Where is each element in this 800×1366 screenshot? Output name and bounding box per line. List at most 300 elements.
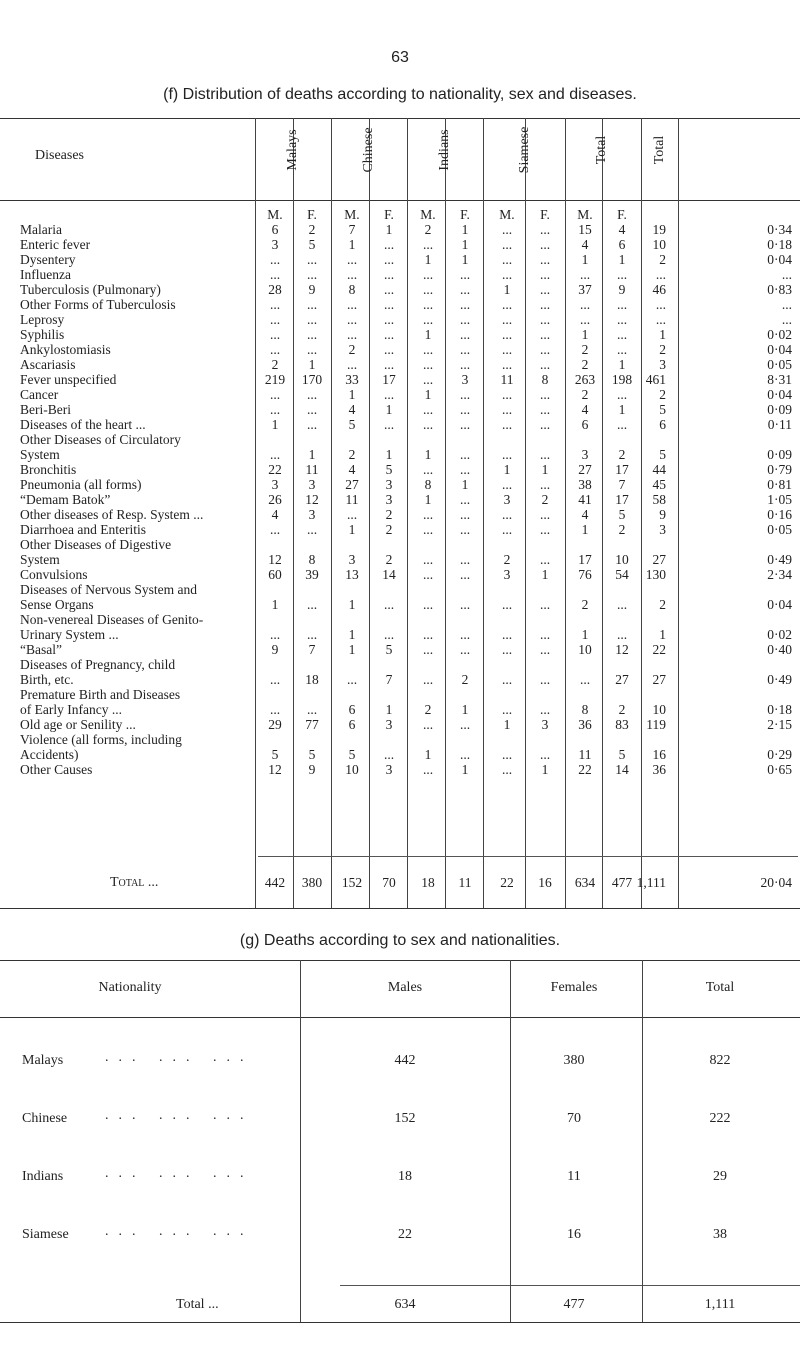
table-cell: ...	[579, 672, 591, 687]
table-cell: 1	[385, 447, 393, 462]
percent-cell: ...	[781, 267, 792, 282]
nationality-label: Chinese	[22, 1111, 68, 1126]
total-cell: 5	[659, 402, 666, 417]
males-value: 442	[394, 1053, 416, 1068]
table-cell: ...	[501, 402, 513, 417]
table-cell: ...	[616, 387, 628, 402]
percent-cell: 0·04	[767, 387, 792, 402]
table-cell: ...	[616, 327, 628, 342]
table-cell: ...	[422, 597, 434, 612]
table-cell: 1	[581, 522, 589, 537]
leader-dots: ... ... ...	[105, 1166, 254, 1181]
females-value: 16	[567, 1227, 581, 1242]
table-cell: ...	[501, 327, 513, 342]
disease-label: Bronchitis	[20, 462, 77, 477]
table-cell: 4	[348, 402, 356, 417]
table-cell: ...	[422, 627, 434, 642]
table-cell: 1	[461, 477, 469, 492]
table-cell: ...	[459, 462, 471, 477]
sex-header: M.	[267, 207, 283, 222]
table-cell: 2	[581, 342, 589, 357]
percent-cell: 0·49	[767, 552, 792, 567]
table-cell: ...	[616, 267, 628, 282]
total-value: 152	[341, 875, 363, 890]
disease-label: Malaria	[20, 222, 62, 237]
table-cell: 1	[541, 762, 549, 777]
table-cell: 3	[385, 492, 393, 507]
table-cell: 3	[385, 477, 393, 492]
table-cell: 3	[461, 372, 469, 387]
table-cell: ...	[422, 282, 434, 297]
table-cell: 17	[382, 372, 396, 387]
total-cell: 19	[652, 222, 666, 237]
percent-cell: 0·04	[767, 597, 792, 612]
table-cell: 1	[618, 402, 626, 417]
total-cell: 10	[652, 702, 666, 717]
percent-cell: 0·04	[767, 342, 792, 357]
table-cell: 5	[348, 747, 356, 762]
leader-dots: ... ... ...	[105, 1224, 254, 1239]
total-cell: ...	[655, 267, 666, 282]
table-cell: ...	[422, 567, 434, 582]
table-cell: ...	[579, 312, 591, 327]
table-cell: 2	[424, 702, 432, 717]
table-cell: 1	[618, 252, 626, 267]
disease-label: Other Causes	[20, 762, 93, 777]
table-cell: ...	[539, 357, 551, 372]
table-cell: 1	[308, 357, 316, 372]
table-cell: 17	[615, 492, 629, 507]
table-cell: 11	[578, 747, 592, 762]
percent-cell: 0·02	[767, 627, 792, 642]
table-cell: ...	[459, 507, 471, 522]
grand-percent: 20·04	[760, 875, 792, 890]
table-cell: 22	[578, 762, 592, 777]
table-cell: ...	[459, 447, 471, 462]
table-cell: 27	[578, 462, 592, 477]
table-cell: ...	[501, 762, 513, 777]
table-cell: 1	[461, 762, 469, 777]
table-cell: ...	[539, 417, 551, 432]
table-cell: 8	[348, 282, 356, 297]
table-cell: ...	[383, 597, 395, 612]
table-cell: 11	[305, 462, 319, 477]
percent-cell: ...	[781, 312, 792, 327]
table-g-total-label: Total ...	[176, 1297, 219, 1312]
table-cell: ...	[383, 267, 395, 282]
table-f-caption: (f) Distribution of deaths according to nationality, sex and diseases.	[163, 86, 637, 103]
table-g-column-line	[510, 960, 511, 1322]
table-cell: 1	[541, 462, 549, 477]
table-cell: ...	[539, 447, 551, 462]
table-cell: ...	[501, 357, 513, 372]
total-cell: 16	[652, 747, 666, 762]
table-cell: 1	[581, 627, 589, 642]
table-cell: 3	[503, 567, 511, 582]
table-cell: ...	[459, 402, 471, 417]
table-cell: ...	[422, 717, 434, 732]
disease-label: Ankylostomiasis	[20, 342, 111, 357]
total-value: 16	[538, 875, 552, 890]
table-cell: 1	[503, 282, 511, 297]
table-cell: ...	[269, 267, 281, 282]
table-cell: 10	[578, 642, 592, 657]
sex-header: F.	[617, 207, 627, 222]
table-cell: 3	[385, 762, 393, 777]
total-cell: 22	[652, 642, 666, 657]
table-cell: ...	[501, 507, 513, 522]
table-cell: 60	[268, 567, 282, 582]
table-cell: ...	[459, 417, 471, 432]
table-cell: ...	[269, 297, 281, 312]
table-g-top-rule	[0, 960, 800, 961]
sex-header: F.	[460, 207, 470, 222]
table-cell: ...	[459, 327, 471, 342]
disease-label: Diseases of Pregnancy, child	[20, 657, 176, 672]
table-cell: 2	[461, 672, 469, 687]
table-cell: ...	[501, 312, 513, 327]
table-cell: 3	[348, 552, 356, 567]
table-cell: ...	[616, 342, 628, 357]
table-cell: 198	[611, 372, 633, 387]
table-cell: ...	[422, 642, 434, 657]
table-cell: ...	[501, 417, 513, 432]
table-cell: 29	[268, 717, 282, 732]
table-cell: 3	[308, 477, 316, 492]
table-cell: ...	[539, 552, 551, 567]
table-cell: ...	[459, 597, 471, 612]
table-cell: ...	[539, 237, 551, 252]
table-cell: ...	[383, 327, 395, 342]
total-cell: 119	[646, 717, 666, 732]
percent-cell: 1·05	[767, 492, 792, 507]
total-value: 11	[458, 875, 472, 890]
total-cell: 9	[659, 507, 666, 522]
table-cell: ...	[539, 327, 551, 342]
table-cell: ...	[422, 462, 434, 477]
total-cell: 2	[659, 387, 666, 402]
table-cell: 27	[615, 672, 629, 687]
total-cell: 3	[659, 522, 666, 537]
disease-label: Dysentery	[20, 252, 76, 267]
table-cell: ...	[422, 672, 434, 687]
females-value: 70	[567, 1111, 581, 1126]
table-cell: ...	[539, 282, 551, 297]
total-cell: 27	[652, 552, 666, 567]
table-cell: 6	[581, 417, 589, 432]
table-cell: ...	[616, 417, 628, 432]
table-cell: 7	[385, 672, 393, 687]
sex-header: F.	[384, 207, 394, 222]
table-cell: 12	[268, 762, 282, 777]
disease-label: Non-venereal Diseases of Genito-	[20, 612, 204, 627]
table-cell: ...	[383, 627, 395, 642]
table-cell: ...	[383, 252, 395, 267]
table-cell: ...	[422, 417, 434, 432]
table-f-header-rule	[0, 200, 800, 201]
table-cell: ...	[422, 342, 434, 357]
table-cell: 1	[308, 447, 316, 462]
percent-cell: 0·09	[767, 402, 792, 417]
table-cell: 76	[578, 567, 592, 582]
table-cell: 3	[503, 492, 511, 507]
table-cell: ...	[422, 402, 434, 417]
disease-label: System	[20, 552, 60, 567]
table-cell: ...	[383, 357, 395, 372]
disease-label: “Demam Batok”	[20, 492, 111, 507]
table-cell: ...	[383, 312, 395, 327]
group-header: Total	[594, 135, 609, 165]
table-cell: 2	[424, 222, 432, 237]
table-cell: 14	[615, 762, 629, 777]
table-cell: ...	[422, 267, 434, 282]
disease-label: Violence (all forms, including	[20, 732, 182, 747]
table-cell: ...	[459, 282, 471, 297]
disease-label: Ascariasis	[20, 357, 76, 372]
table-cell: ...	[539, 522, 551, 537]
males-value: 22	[398, 1227, 412, 1242]
table-cell: ...	[539, 252, 551, 267]
percent-cell: 0·18	[767, 237, 792, 252]
table-cell: ...	[501, 237, 513, 252]
table-cell: 38	[578, 477, 592, 492]
diseases-header: Diseases	[35, 148, 84, 163]
table-cell: 1	[348, 627, 356, 642]
total-cell: 36	[652, 762, 666, 777]
total-cell: 1	[659, 327, 666, 342]
percent-cell: 0·18	[767, 702, 792, 717]
table-cell: 8	[541, 372, 549, 387]
table-cell: 5	[618, 747, 626, 762]
table-cell: ...	[459, 522, 471, 537]
table-cell: 2	[348, 342, 356, 357]
table-cell: ...	[501, 447, 513, 462]
table-cell: ...	[539, 342, 551, 357]
table-cell: 10	[615, 552, 629, 567]
total-cell: 44	[652, 462, 666, 477]
table-cell: 1	[385, 222, 393, 237]
table-cell: ...	[539, 477, 551, 492]
disease-label: Urinary System ...	[20, 627, 119, 642]
table-cell: 22	[268, 462, 282, 477]
disease-label: Enteric fever	[20, 237, 91, 252]
total-cell: 6	[659, 417, 666, 432]
total-value: 634	[574, 875, 596, 890]
table-cell: 4	[618, 222, 626, 237]
group-header: Total	[652, 135, 667, 165]
table-cell: ...	[459, 642, 471, 657]
table-cell: 1	[581, 327, 589, 342]
percent-cell: 8·31	[767, 372, 792, 387]
sex-header: F.	[307, 207, 317, 222]
females-value: 11	[567, 1169, 581, 1184]
table-cell: ...	[306, 297, 318, 312]
disease-label: Tuberculosis (Pulmonary)	[20, 282, 161, 297]
percent-cell: 0·49	[767, 672, 792, 687]
table-cell: 15	[578, 222, 592, 237]
table-cell: ...	[346, 507, 358, 522]
table-cell: ...	[501, 627, 513, 642]
total-value: 70	[382, 875, 396, 890]
table-cell: 18	[305, 672, 319, 687]
table-cell: 28	[268, 282, 282, 297]
total-cell: 1	[659, 627, 666, 642]
table-cell: ...	[269, 312, 281, 327]
table-cell: 3	[308, 507, 316, 522]
table-cell: 3	[581, 447, 589, 462]
table-cell: 1	[348, 387, 356, 402]
table-cell: ...	[539, 672, 551, 687]
table-cell: ...	[579, 297, 591, 312]
table-cell: 4	[348, 462, 356, 477]
percent-cell: 0·65	[767, 762, 792, 777]
table-cell: 1	[385, 702, 393, 717]
percent-cell: 0·05	[767, 522, 792, 537]
table-cell: 1	[271, 597, 279, 612]
disease-label: Convulsions	[20, 567, 88, 582]
table-cell: ...	[501, 747, 513, 762]
table-cell: ...	[306, 597, 318, 612]
males-value: 18	[398, 1169, 412, 1184]
sex-header: F.	[540, 207, 550, 222]
table-cell: 5	[348, 417, 356, 432]
table-cell: 219	[264, 372, 286, 387]
percent-cell: 0·81	[767, 477, 792, 492]
table-cell: 1	[424, 252, 432, 267]
table-cell: ...	[539, 507, 551, 522]
sex-header: M.	[344, 207, 360, 222]
table-cell: ...	[501, 522, 513, 537]
percent-cell: 0·04	[767, 252, 792, 267]
disease-label: “Basal”	[20, 642, 62, 657]
table-f-column-line	[678, 118, 679, 908]
table-cell: 5	[385, 462, 393, 477]
table-cell: 1	[385, 402, 393, 417]
total-value: 38	[713, 1227, 727, 1242]
table-cell: ...	[501, 477, 513, 492]
table-cell: 6	[618, 237, 626, 252]
disease-label: Diarrhoea and Enteritis	[20, 522, 146, 537]
table-cell: 54	[615, 567, 629, 582]
table-cell: 12	[615, 642, 629, 657]
nationality-label: Malays	[22, 1053, 64, 1068]
table-cell: ...	[459, 567, 471, 582]
table-cell: 2	[618, 522, 626, 537]
table-cell: 77	[305, 717, 319, 732]
table-cell: 36	[578, 717, 592, 732]
table-cell: ...	[306, 342, 318, 357]
table-cell: ...	[539, 627, 551, 642]
percent-cell: 0·29	[767, 747, 792, 762]
disease-label: Other Diseases of Circulatory	[20, 432, 181, 447]
total-cell: 130	[645, 567, 666, 582]
table-cell: 4	[271, 507, 279, 522]
grand-total: 1,111	[704, 1297, 736, 1312]
table-cell: ...	[539, 297, 551, 312]
table-cell: 39	[305, 567, 319, 582]
table-cell: 5	[271, 747, 279, 762]
table-cell: 8	[424, 477, 432, 492]
disease-label: Diseases of Nervous System and	[20, 582, 197, 597]
table-cell: 9	[271, 642, 279, 657]
percent-cell: 0·40	[767, 642, 792, 657]
table-cell: 27	[345, 477, 359, 492]
percent-cell: 2·34	[767, 567, 792, 582]
table-cell: ...	[539, 747, 551, 762]
table-cell: ...	[306, 387, 318, 402]
table-cell: ...	[269, 447, 281, 462]
table-cell: ...	[422, 552, 434, 567]
table-cell: 2	[541, 492, 549, 507]
disease-label: Cancer	[20, 387, 59, 402]
table-cell: 37	[578, 282, 592, 297]
page-number: 63	[391, 49, 409, 66]
table-cell: ...	[501, 297, 513, 312]
sex-header: M.	[420, 207, 436, 222]
table-cell: 17	[578, 552, 592, 567]
table-cell: ...	[383, 387, 395, 402]
table-cell: 6	[348, 702, 356, 717]
table-cell: ...	[306, 522, 318, 537]
table-cell: ...	[383, 237, 395, 252]
disease-label: Other Forms of Tuberculosis	[20, 297, 176, 312]
table-cell: 1	[424, 327, 432, 342]
table-cell: ...	[459, 717, 471, 732]
disease-label: Other Diseases of Digestive	[20, 537, 172, 552]
table-cell: 3	[271, 237, 279, 252]
total-cell: 2	[659, 342, 666, 357]
table-cell: 2	[385, 522, 393, 537]
table-cell: ...	[539, 387, 551, 402]
table-cell: 14	[382, 567, 396, 582]
table-cell: ...	[422, 357, 434, 372]
table-g-column-line	[642, 960, 643, 1322]
sex-header: M.	[499, 207, 515, 222]
percent-cell: ...	[781, 297, 792, 312]
leader-dots: ... ... ...	[105, 1108, 254, 1123]
disease-label: System	[20, 447, 60, 462]
table-cell: ...	[539, 267, 551, 282]
males-value: 152	[394, 1111, 416, 1126]
table-cell: 2	[618, 702, 626, 717]
total-value: 442	[264, 875, 286, 890]
table-cell: ...	[459, 267, 471, 282]
table-cell: 9	[618, 282, 626, 297]
table-cell: 2	[308, 222, 316, 237]
table-cell: ...	[269, 402, 281, 417]
percent-cell: 0·02	[767, 327, 792, 342]
table-cell: 1	[461, 222, 469, 237]
table-cell: 1	[503, 717, 511, 732]
table-cell: 5	[618, 507, 626, 522]
group-header: Indians	[437, 129, 452, 171]
table-cell: 41	[578, 492, 592, 507]
table-cell: ...	[383, 747, 395, 762]
table-cell: 8	[581, 702, 589, 717]
table-cell: ...	[616, 597, 628, 612]
total-cell: 2	[659, 252, 666, 267]
disease-label: Other diseases of Resp. System ...	[20, 507, 204, 522]
table-cell: 9	[308, 762, 316, 777]
table-cell: ...	[459, 342, 471, 357]
disease-label: Sense Organs	[20, 597, 94, 612]
total-value: 477	[611, 875, 633, 890]
total-cell: 45	[652, 477, 666, 492]
total-cell: 3	[659, 357, 666, 372]
table-cell: 1	[424, 747, 432, 762]
total-value: 822	[709, 1053, 731, 1068]
table-cell: 1	[581, 252, 589, 267]
